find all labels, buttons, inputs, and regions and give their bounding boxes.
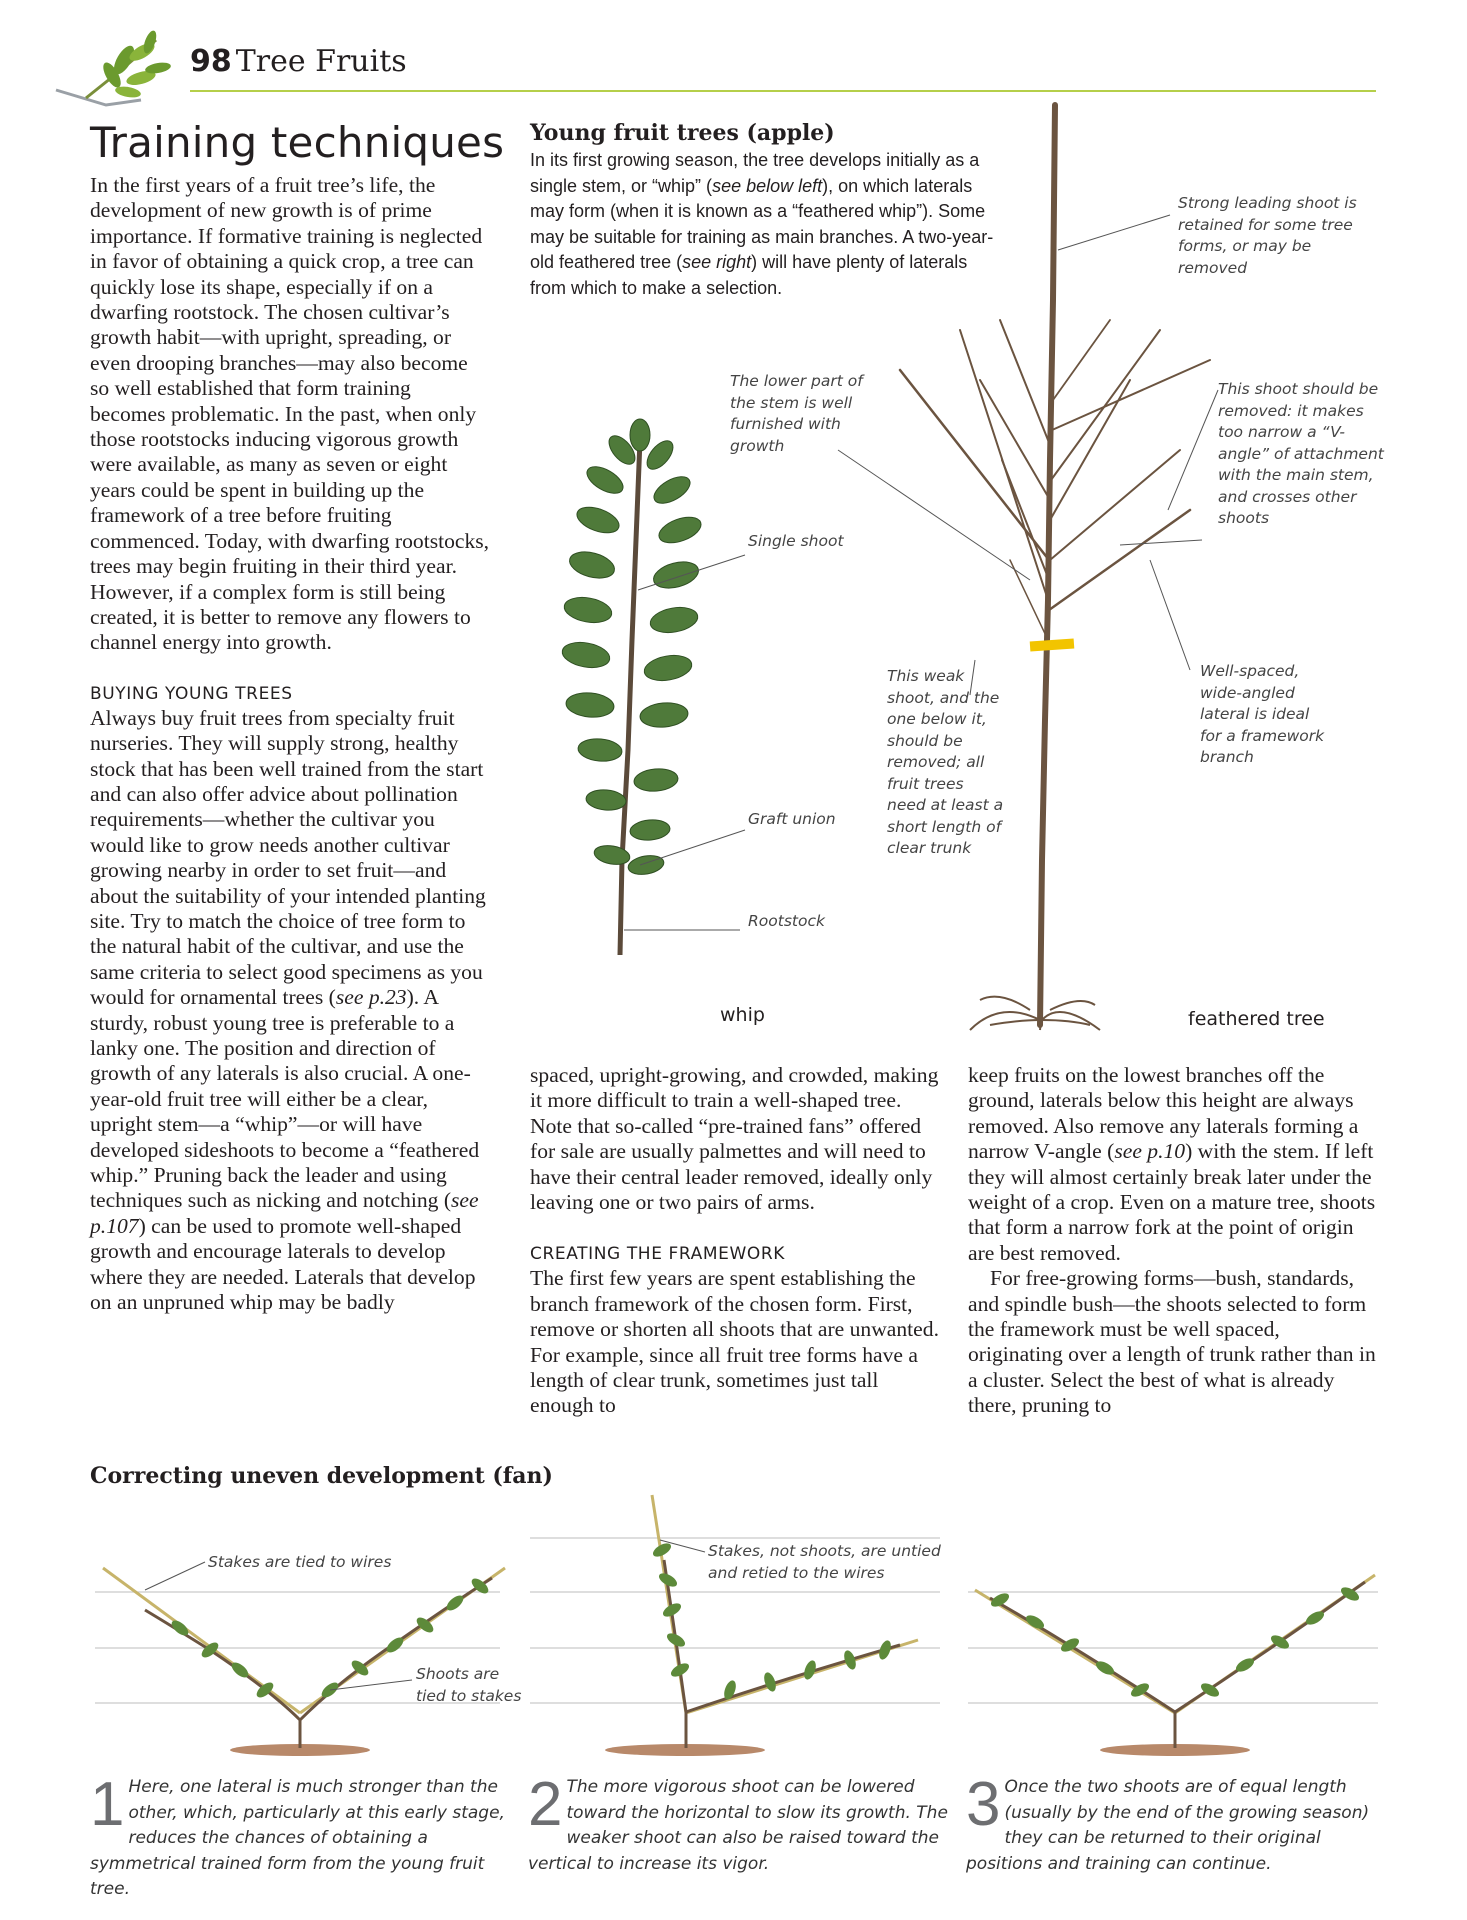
buying-subhead: BUYING YOUNG TREES: [90, 683, 293, 704]
page-title: Training techniques: [90, 118, 505, 167]
young-trees-heading: Young fruit trees (apple): [530, 120, 835, 146]
step-number: 1: [90, 1770, 125, 1839]
step-text: The more vigorous shoot can be lowered toward the horizontal to slow its growth. The weaker shoot can also be raised toward the vertical to increase its vigor.: [528, 1777, 948, 1874]
fan-heading: Correcting uneven development (fan): [90, 1463, 553, 1489]
step-text: Here, one lateral is much stronger than the other, which, particularly at this early stage, reduces the chances of obtaining a symmetrical trained form from the young fruit tree.: [90, 1777, 505, 1899]
step-number: 3: [966, 1770, 1001, 1839]
annotation-well-spaced: Well-spaced, wide-angled lateral is ideal for a framework branch: [1200, 662, 1325, 766]
framework-subhead: CREATING THE FRAMEWORK: [530, 1244, 786, 1265]
page-reference: see p.107: [90, 1188, 479, 1238]
step-3: [966, 1770, 1386, 1877]
page-number: 98: [190, 44, 232, 79]
young-trees-intro: In its first growing season, the tree develops initially as a single stem, or “whip” (see below left), on which laterals may form (when it is known as a “feathered whip”). Some may be suitable for training as main branches. A two-year-old feathered tree (see right) will have plenty of laterals from which to make a selection.: [530, 150, 994, 298]
step-number: 2: [528, 1770, 563, 1839]
label-whip: whip: [720, 1004, 765, 1026]
page-reference: see p.23: [335, 985, 407, 1010]
col3-paragraph-1: keep fruits on the lowest branches off the ground, laterals below this height are always removed. Also remove any laterals forming a narrow V-angle (see p.10) with the stem. If left they will almost certainly break later under the weight of a crop. Even on a mature tree, shoots that form a narrow fork at the point of origin are best removed.: [968, 1063, 1376, 1265]
annotation-stakes-tied: Stakes are tied to wires: [208, 1553, 392, 1571]
annotation-graft-union: Graft union: [748, 810, 836, 828]
step-text: Once the two shoots are of equal length (usually by the end of the growing season) they can be returned to their original positions and training can continue.: [966, 1777, 1370, 1874]
annotation-weak-shoot: This weak shoot, and the one below it, should be removed; all fruit trees need at least a short length of clear trunk: [887, 667, 1004, 857]
intro-paragraph: In the first years of a fruit tree’s life, the development of new growth is of prime importance. If formative training is neglected in favor of obtaining a quick crop, a tree can quickly lose its shape, especially if on a dwarfing rootstock. The chosen cultivar’s growth habit—with upright, spreading, or even drooping branches—may also become so well established that form training becomes problematic. In the past, when only those rootstocks inducing vigorous growth were available, as many as seven or eight years could be spent in building up the framework of a tree before fruiting commenced. Today, with dwarfing rootstocks, trees may begin fruiting in their third year. However, if a complex form is still being created, it is better to remove any flowers to channel energy into growth.: [90, 173, 490, 655]
column-2: [530, 1063, 940, 1419]
annotation-lower-part: The lower part of the stem is well furnished with growth: [730, 372, 863, 455]
buying-paragraph: Always buy fruit trees from specialty fruit nurseries. They will supply strong, healthy stock that has been well trained from the start and can also offer advice about pollination requirements—whether the cultivar you would like to grow needs another cultivar growing nearby in order to set fruit—and about the suitability of your intended planting site. Try to match the choice of tree form to the natural habit of the cultivar, and use the same criteria to select good specimens as you would for ornamental trees (see p.23). A sturdy, robust young tree is preferable to a lanky one. The position and direction of growth of any laterals is also crucial. A one-year-old fruit tree will either be a clear, upright stem—a “whip”—or will have developed sideshoots to become a “feathered whip.” Pruning back the leader and using techniques such as nicking and notching (see p.107) can be used to promote well-shaped growth and encourage laterals to develop where they are needed. Laterals that develop on an unpruned whip may be badly: [90, 705, 486, 1315]
annotation-stakes-untied: Stakes, not shoots, are untied and retied to the wires: [708, 1542, 941, 1582]
annotation-shoots-tied: Shoots are tied to stakes: [416, 1665, 522, 1705]
step-2: [528, 1770, 948, 1877]
col3-paragraph-2: For free-growing forms—bush, standards, and spindle bush—the shoots selected to form the framework must be well spaced, originating over a length of trunk rather than in a cluster. Select the best of what is already there, pruning to: [968, 1266, 1376, 1418]
annotation-strong-leading: Strong leading shoot is retained for some tree forms, or may be removed: [1178, 194, 1357, 277]
annotation-shoot-removed: This shoot should be removed: it makes too narrow a “V-angle” of attachment with the main stem, and crosses other shoots: [1218, 380, 1384, 527]
framework-paragraph: The first few years are spent establishing the branch framework of the chosen form. First, remove or shorten all shoots that are unwanted. For example, since all fruit tree forms have a length of clear trunk, sometimes just tall enough to: [530, 1266, 939, 1418]
section-title: Tree Fruits: [235, 44, 407, 79]
annotation-rootstock: Rootstock: [748, 912, 825, 930]
col2-continued: spaced, upright-growing, and crowded, making it more difficult to train a well-shaped tree. Note that so-called “pre-trained fans” offered for sale are usually palmettes and will need to have their central leader removed, ideally only leaving one or two pairs of arms.: [530, 1063, 939, 1215]
annotation-single-shoot: Single shoot: [748, 532, 844, 550]
column-1: [90, 173, 490, 1315]
header-rule: [190, 90, 1376, 92]
label-feathered-tree: feathered tree: [1188, 1008, 1325, 1030]
step-1: [90, 1770, 510, 1903]
page-header: [190, 44, 407, 79]
column-3: [968, 1063, 1378, 1419]
